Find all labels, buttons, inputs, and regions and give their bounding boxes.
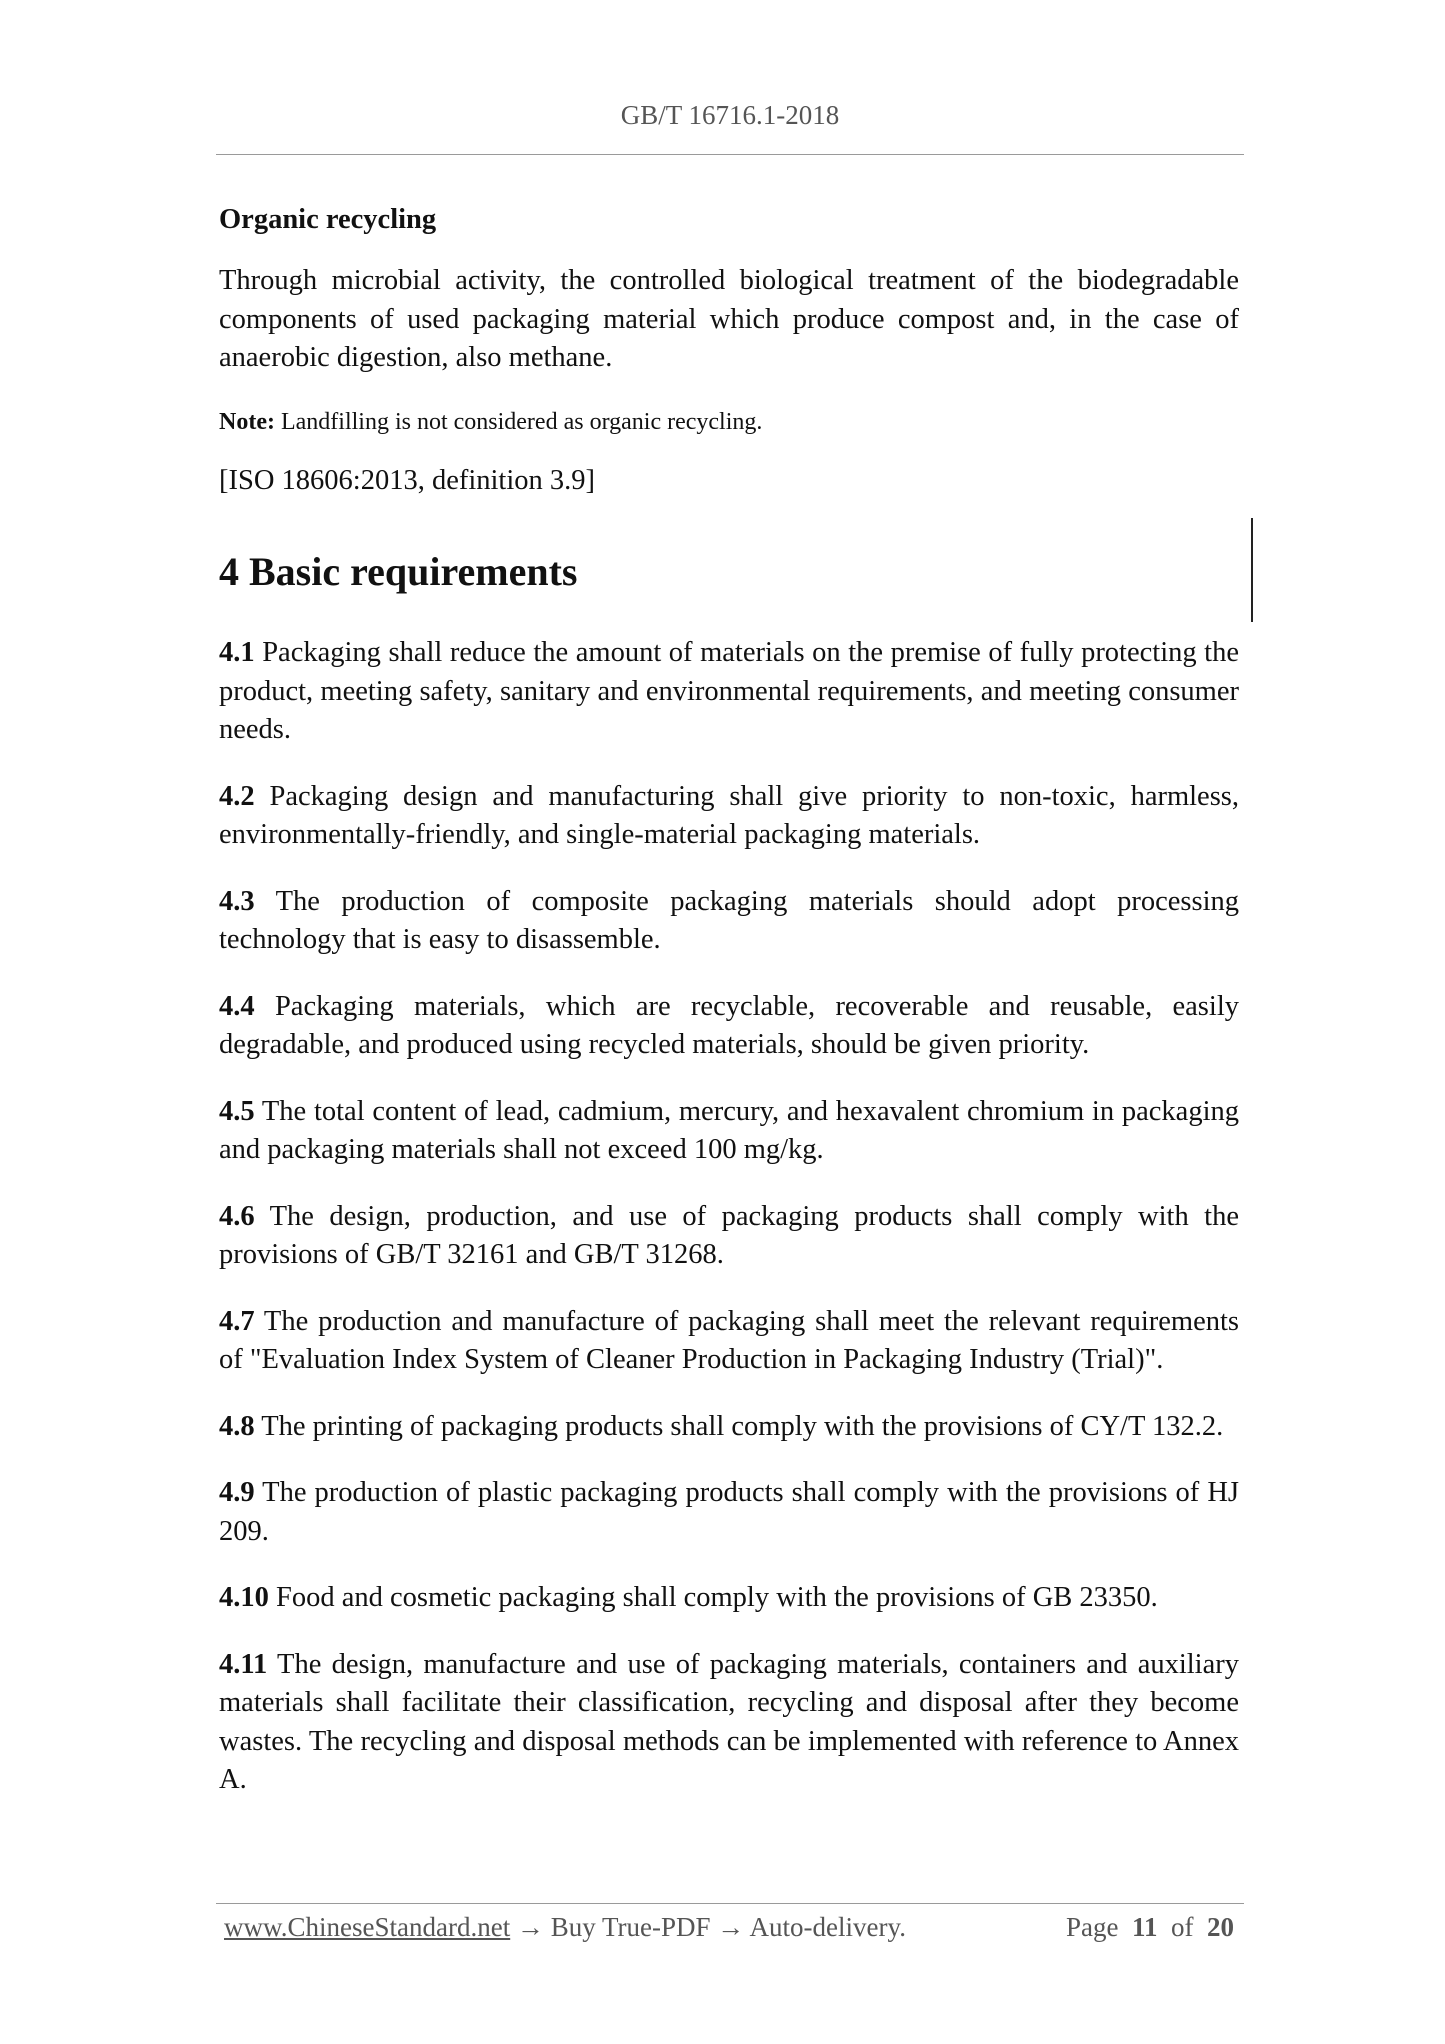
requirement-text: The production and manufacture of packaging shall meet the relevant requirements of "Evaluation Index System of Cleaner Production in Packaging Industry (Trial)". <box>219 1305 1239 1375</box>
footer-buy-text: Buy True-PDF <box>550 1912 711 1942</box>
requirement-number: 4.9 <box>219 1477 255 1508</box>
site-link[interactable]: www.ChineseStandard.net <box>224 1912 511 1942</box>
arrow-right-icon: → <box>710 1912 750 1942</box>
requirement-text: Food and cosmetic packaging shall comply with the provisions of GB 23350. <box>268 1582 1158 1613</box>
term-title: Organic recycling <box>219 204 437 235</box>
requirement-4-7 <box>219 1303 1239 1380</box>
requirement-4-2 <box>219 778 1239 855</box>
page-content <box>219 200 1239 1828</box>
definition-source: [ISO 18606:2013, definition 3.9] <box>219 464 596 496</box>
requirement-4-9 <box>219 1474 1239 1551</box>
requirement-4-3 <box>219 883 1239 960</box>
note-label: Note: <box>219 408 275 435</box>
page-indicator <box>1066 1908 1234 1946</box>
current-page: 11 <box>1131 1912 1158 1942</box>
requirement-number: 4.2 <box>219 780 255 812</box>
page-label: Page <box>1066 1912 1119 1942</box>
requirement-text: Packaging shall reduce the amount of materials on the premise of fully protecting the product, meeting safety, sanitary and environmental requirements, and meeting consumer needs. <box>219 637 1239 745</box>
footer-promo <box>224 1908 906 1946</box>
requirement-text: The printing of packaging products shall comply with the provisions of CY/T 132.2. <box>254 1410 1224 1442</box>
footer-delivery-text: Auto-delivery. <box>749 1912 906 1942</box>
arrow-right-icon: → <box>510 1912 551 1942</box>
page-header: GB/T 16716.1-2018 <box>620 100 840 130</box>
requirement-4-4 <box>219 988 1239 1065</box>
note-text: Landfilling is not considered as organic recycling. <box>274 408 763 435</box>
requirement-4-5 <box>219 1093 1239 1170</box>
requirement-text: Packaging design and manufacturing shall give priority to non-toxic, harmless, environmentally-friendly, and single-material packaging materials. <box>219 780 1239 850</box>
requirement-4-8 <box>219 1408 1239 1447</box>
footer-divider <box>216 1903 1244 1904</box>
requirement-number: 4.1 <box>219 637 255 668</box>
requirement-number: 4.3 <box>219 885 255 917</box>
requirement-number: 4.8 <box>219 1410 255 1442</box>
requirement-text: The production of composite packaging materials should adopt processing technology that is easy to disassemble. <box>219 885 1239 955</box>
requirement-number: 4.7 <box>219 1305 255 1337</box>
requirement-4-6 <box>219 1198 1239 1275</box>
definition-note <box>219 405 1239 439</box>
requirement-4-10 <box>219 1579 1239 1618</box>
of-label: of <box>1171 1912 1194 1942</box>
header-divider <box>216 154 1244 155</box>
requirement-number: 4.6 <box>219 1200 255 1232</box>
section-heading: 4 Basic requirements <box>219 549 578 594</box>
term-definition: Through microbial activity, the controlled biological treatment of the biodegradable components of used packaging material which produce compost and, in the case of anaerobic digestion, also methane. <box>219 265 1239 373</box>
requirement-text: The production of plastic packaging products shall comply with the provisions of HJ 209. <box>219 1477 1239 1547</box>
change-bar <box>1251 518 1253 622</box>
requirement-number: 4.5 <box>219 1095 255 1127</box>
requirement-text: The design, manufacture and use of packaging materials, containers and auxiliary materials shall facilitate their classification, recycling and disposal after they become wastes. The recycling and disposal methods can be implemented with reference to Annex A. <box>219 1648 1239 1795</box>
requirement-text: Packaging materials, which are recyclable, recoverable and reusable, easily degradable, and produced using recycled materials, should be given priority. <box>219 990 1239 1060</box>
requirement-number: 4.11 <box>219 1648 268 1680</box>
requirement-text: The design, production, and use of packaging products shall comply with the provisions of GB/T 32161 and GB/T 31268. <box>219 1200 1239 1270</box>
requirement-4-1 <box>219 634 1239 750</box>
requirement-number: 4.4 <box>219 990 255 1022</box>
requirement-text: The total content of lead, cadmium, mercury, and hexavalent chromium in packaging and packaging materials shall not exceed 100 mg/kg. <box>219 1095 1239 1165</box>
total-pages: 20 <box>1207 1912 1234 1942</box>
requirement-number: 4.10 <box>219 1582 269 1613</box>
requirement-4-11 <box>219 1646 1239 1800</box>
